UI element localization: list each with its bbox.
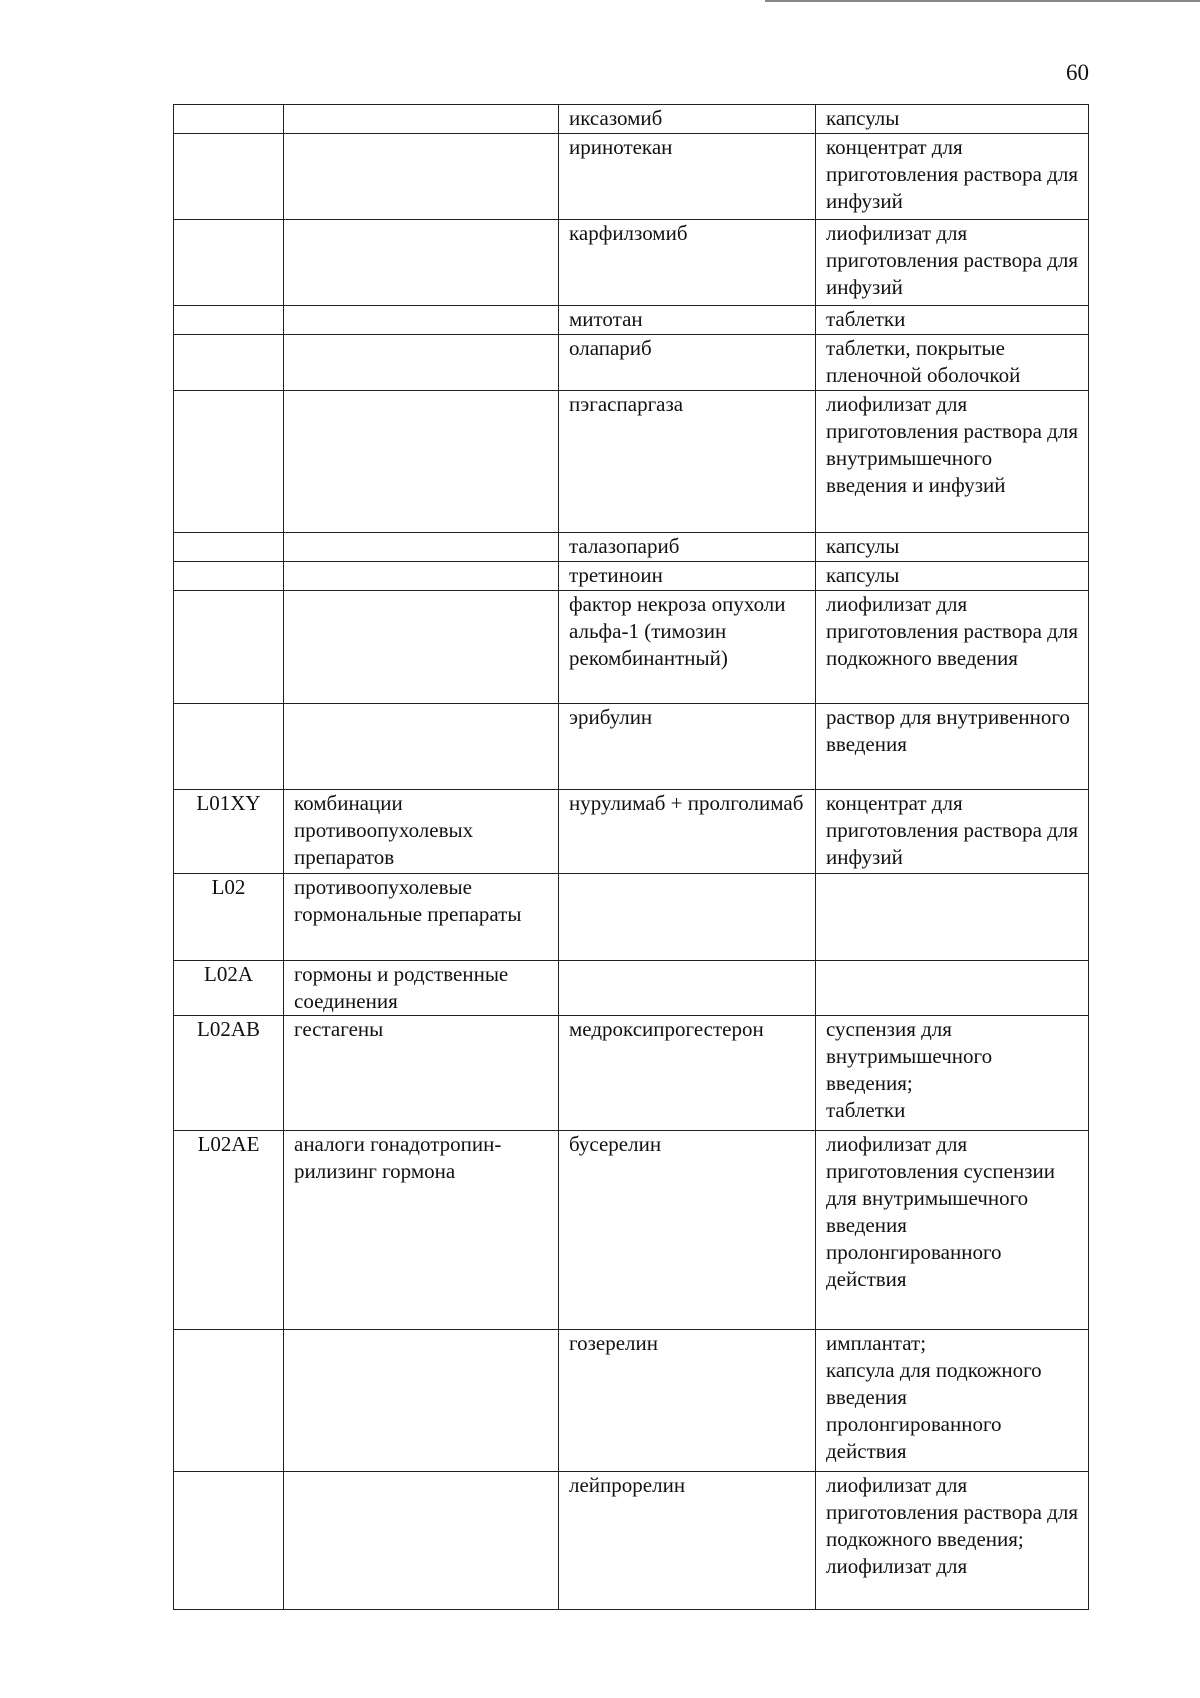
table-row (174, 533, 1089, 562)
drug-name-cell: митотан (559, 306, 816, 335)
group-name-cell (284, 1330, 559, 1472)
group-name-cell (284, 1472, 559, 1610)
group-name-cell: противоопухолевые гормональные препараты (284, 874, 559, 961)
atc-code-cell: L02 (174, 874, 284, 961)
atc-code-cell (174, 134, 284, 220)
atc-code-cell (174, 562, 284, 591)
atc-code-cell (174, 704, 284, 790)
drug-name-cell: эрибулин (559, 704, 816, 790)
group-name-cell (284, 391, 559, 533)
dosage-form-cell: таблетки, покрытые пленочной оболочкой (816, 335, 1089, 391)
drug-table (173, 104, 1089, 1610)
atc-code-cell (174, 335, 284, 391)
table-row (174, 562, 1089, 591)
group-name-cell: комбинации противоопухолевых препаратов (284, 790, 559, 874)
table-body (174, 105, 1089, 1610)
group-name-cell (284, 220, 559, 306)
scan-edge-line (765, 0, 1200, 2)
atc-code-cell: L02A (174, 961, 284, 1016)
table-row (174, 134, 1089, 220)
dosage-form-cell: имплантат; капсула для подкожного введения пролонгированного действия (816, 1330, 1089, 1472)
drug-name-cell (559, 961, 816, 1016)
dosage-form-cell: лиофилизат для приготовления раствора для внутримышечного введения и инфузий (816, 391, 1089, 533)
atc-code-cell (174, 533, 284, 562)
group-name-cell: гестагены (284, 1016, 559, 1131)
table-row (174, 220, 1089, 306)
dosage-form-cell: концентрат для приготовления раствора для инфузий (816, 134, 1089, 220)
table-row (174, 874, 1089, 961)
table-row (174, 1330, 1089, 1472)
drug-name-cell: лейпрорелин (559, 1472, 816, 1610)
table-row (174, 1016, 1089, 1131)
drug-name-cell: нурулимаб + пролголимаб (559, 790, 816, 874)
table-row (174, 105, 1089, 134)
atc-code-cell (174, 220, 284, 306)
drug-name-cell: третиноин (559, 562, 816, 591)
group-name-cell (284, 306, 559, 335)
dosage-form-cell: капсулы (816, 533, 1089, 562)
dosage-form-cell: лиофилизат для приготовления раствора для подкожного введения (816, 591, 1089, 704)
dosage-form-cell (816, 874, 1089, 961)
atc-code-cell: L02AE (174, 1131, 284, 1330)
table-row (174, 306, 1089, 335)
table-row (174, 1131, 1089, 1330)
dosage-form-cell: раствор для внутривенного введения (816, 704, 1089, 790)
group-name-cell (284, 134, 559, 220)
drug-name-cell: талазопариб (559, 533, 816, 562)
dosage-form-cell: лиофилизат для приготовления раствора для инфузий (816, 220, 1089, 306)
drug-name-cell: бусерелин (559, 1131, 816, 1330)
dosage-form-cell (816, 961, 1089, 1016)
group-name-cell (284, 105, 559, 134)
dosage-form-cell: лиофилизат для приготовления суспензии для внутримышечного введения пролонгированного действия (816, 1131, 1089, 1330)
atc-code-cell: L01XY (174, 790, 284, 874)
atc-code-cell (174, 105, 284, 134)
atc-code-cell (174, 1330, 284, 1472)
dosage-form-cell: капсулы (816, 105, 1089, 134)
table-row (174, 335, 1089, 391)
dosage-form-cell: таблетки (816, 306, 1089, 335)
dosage-form-cell: капсулы (816, 562, 1089, 591)
drug-name-cell: фактор некроза опухоли альфа-1 (тимозин рекомбинантный) (559, 591, 816, 704)
table-row (174, 391, 1089, 533)
table-row (174, 1472, 1089, 1610)
group-name-cell (284, 562, 559, 591)
drug-name-cell: гозерелин (559, 1330, 816, 1472)
drug-name-cell: пэгаспаргаза (559, 391, 816, 533)
drug-name-cell: карфилзомиб (559, 220, 816, 306)
group-name-cell (284, 591, 559, 704)
group-name-cell: гормоны и родственные соединения (284, 961, 559, 1016)
table-row (174, 961, 1089, 1016)
dosage-form-cell: концентрат для приготовления раствора для инфузий (816, 790, 1089, 874)
drug-name-cell: олапариб (559, 335, 816, 391)
page-number: 60 (1066, 60, 1089, 85)
dosage-form-cell: суспензия для внутримышечного введения; таблетки (816, 1016, 1089, 1131)
drug-name-cell (559, 874, 816, 961)
table-row (174, 704, 1089, 790)
group-name-cell (284, 335, 559, 391)
atc-code-cell (174, 391, 284, 533)
atc-code-cell (174, 591, 284, 704)
group-name-cell (284, 704, 559, 790)
group-name-cell (284, 533, 559, 562)
atc-code-cell (174, 306, 284, 335)
atc-code-cell (174, 1472, 284, 1610)
drug-name-cell: иринотекан (559, 134, 816, 220)
dosage-form-cell: лиофилизат для приготовления раствора для подкожного введения; лиофилизат для (816, 1472, 1089, 1610)
table-row (174, 591, 1089, 704)
group-name-cell: аналоги гонадотропин-рилизинг гормона (284, 1131, 559, 1330)
drug-name-cell: медроксипрогестерон (559, 1016, 816, 1131)
table-row (174, 790, 1089, 874)
atc-code-cell: L02AB (174, 1016, 284, 1131)
drug-name-cell: иксазомиб (559, 105, 816, 134)
